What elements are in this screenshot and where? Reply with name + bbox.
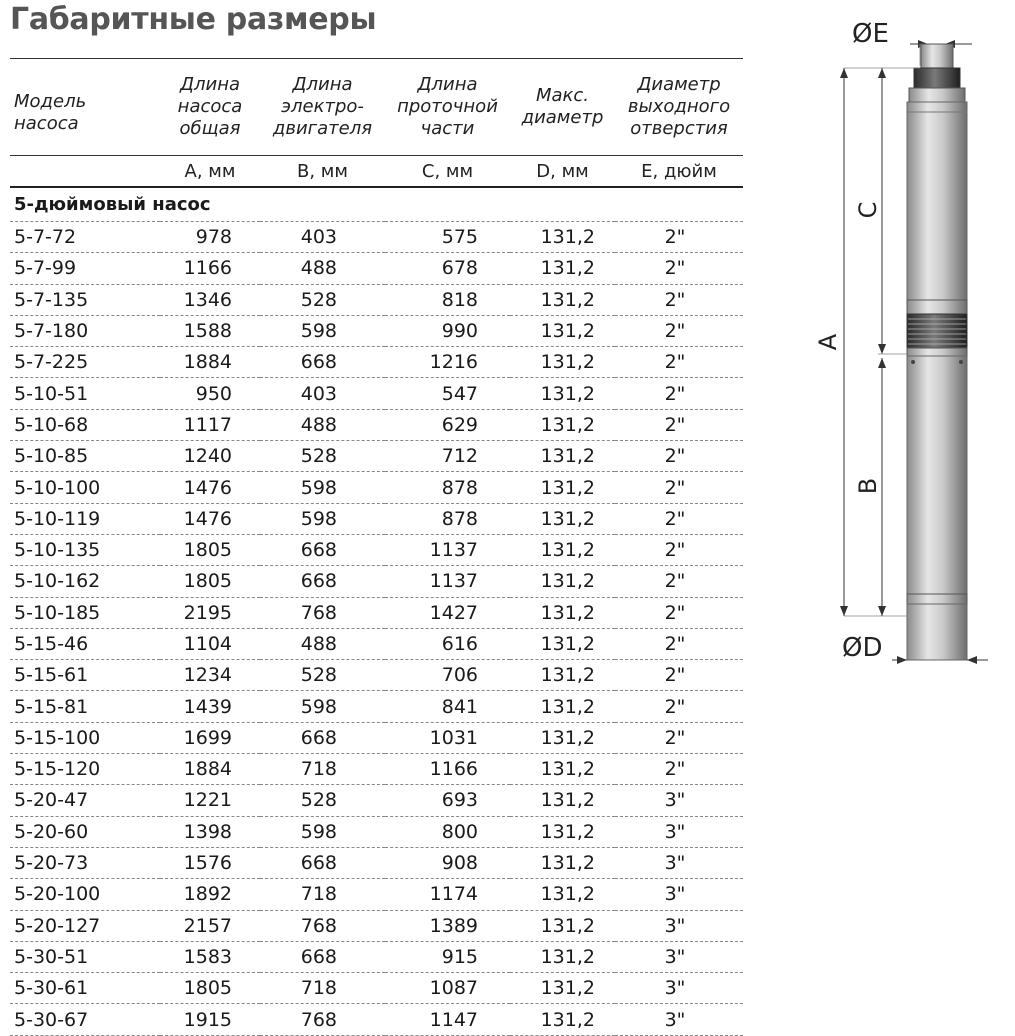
cell-outlet-diameter: 2" — [615, 315, 743, 346]
header-flow-part-length: Длина проточной части — [397, 74, 498, 139]
svg-text:ØD: ØD — [842, 633, 883, 663]
cell-outlet-diameter: 2" — [615, 409, 743, 440]
cell-outlet-diameter: 3" — [615, 879, 743, 910]
cell-flow-part-length: 818 — [385, 284, 510, 315]
table-row — [10, 315, 743, 346]
dimension-a — [814, 68, 920, 616]
cell-motor-length: 488 — [260, 409, 385, 440]
cell-outlet-diameter: 3" — [615, 941, 743, 972]
cell-max-diameter: 131,2 — [510, 597, 615, 628]
cell-total-length: 1104 — [160, 628, 260, 659]
cell-model: 5-10-119 — [10, 503, 160, 534]
table-row — [10, 847, 743, 878]
cell-total-length: 1699 — [160, 722, 260, 753]
cell-max-diameter: 131,2 — [510, 754, 615, 785]
cell-motor-length: 528 — [260, 660, 385, 691]
cell-outlet-diameter: 2" — [615, 660, 743, 691]
cell-outlet-diameter: 3" — [615, 1004, 743, 1035]
units-c: C, мм — [385, 156, 510, 188]
cell-max-diameter: 131,2 — [510, 1004, 615, 1035]
cell-outlet-diameter: 2" — [615, 472, 743, 503]
cell-flow-part-length: 706 — [385, 660, 510, 691]
cell-motor-length: 718 — [260, 879, 385, 910]
header-row — [10, 59, 743, 156]
cell-model: 5-20-47 — [10, 785, 160, 816]
table-row — [10, 785, 743, 816]
units-a: A, мм — [160, 156, 260, 188]
cell-model: 5-15-81 — [10, 691, 160, 722]
cell-total-length: 1166 — [160, 253, 260, 284]
cell-outlet-diameter: 2" — [615, 253, 743, 284]
cell-model: 5-10-100 — [10, 472, 160, 503]
cell-motor-length: 668 — [260, 566, 385, 597]
cell-flow-part-length: 1147 — [385, 1004, 510, 1035]
pump-diagram — [800, 0, 1015, 680]
cell-model: 5-7-135 — [10, 284, 160, 315]
page-title: Габаритные размеры — [10, 2, 377, 37]
cell-max-diameter: 131,2 — [510, 847, 615, 878]
cell-outlet-diameter: 3" — [615, 910, 743, 941]
table-row — [10, 691, 743, 722]
cell-motor-length: 668 — [260, 347, 385, 378]
cell-motor-length: 528 — [260, 441, 385, 472]
svg-text:ØE: ØE — [852, 19, 889, 49]
cell-max-diameter: 131,2 — [510, 879, 615, 910]
cell-max-diameter: 131,2 — [510, 816, 615, 847]
cell-total-length: 1476 — [160, 503, 260, 534]
cell-model: 5-15-120 — [10, 754, 160, 785]
cell-total-length: 1476 — [160, 472, 260, 503]
cell-flow-part-length: 1087 — [385, 973, 510, 1004]
units-d: D, мм — [510, 156, 615, 188]
cell-max-diameter: 131,2 — [510, 628, 615, 659]
cell-model: 5-7-99 — [10, 253, 160, 284]
cell-motor-length: 668 — [260, 941, 385, 972]
table-row — [10, 534, 743, 565]
cell-model: 5-30-51 — [10, 941, 160, 972]
header-outlet-diameter: Диаметр выходного отверстия — [627, 74, 731, 139]
cell-max-diameter: 131,2 — [510, 441, 615, 472]
cell-flow-part-length: 629 — [385, 409, 510, 440]
units-b: B, мм — [260, 156, 385, 188]
cell-outlet-diameter: 2" — [615, 691, 743, 722]
cell-flow-part-length: 915 — [385, 941, 510, 972]
cell-model: 5-20-60 — [10, 816, 160, 847]
cell-model: 5-10-162 — [10, 566, 160, 597]
cell-flow-part-length: 1166 — [385, 754, 510, 785]
cell-max-diameter: 131,2 — [510, 503, 615, 534]
section-row — [10, 187, 743, 222]
cell-total-length: 1234 — [160, 660, 260, 691]
cell-total-length: 1583 — [160, 941, 260, 972]
cell-outlet-diameter: 2" — [615, 347, 743, 378]
cell-total-length: 1117 — [160, 409, 260, 440]
cell-flow-part-length: 1174 — [385, 879, 510, 910]
cell-total-length: 1892 — [160, 879, 260, 910]
cell-max-diameter: 131,2 — [510, 378, 615, 409]
cell-flow-part-length: 1031 — [385, 722, 510, 753]
cell-flow-part-length: 712 — [385, 441, 510, 472]
cell-flow-part-length: 1137 — [385, 566, 510, 597]
cell-outlet-diameter: 2" — [615, 566, 743, 597]
svg-text:B: B — [854, 477, 882, 495]
table-row — [10, 816, 743, 847]
cell-motor-length: 598 — [260, 315, 385, 346]
cell-motor-length: 668 — [260, 722, 385, 753]
cell-outlet-diameter: 2" — [615, 222, 743, 253]
cell-total-length: 1588 — [160, 315, 260, 346]
cell-outlet-diameter: 3" — [615, 847, 743, 878]
dimension-c — [854, 68, 907, 354]
cell-model: 5-30-61 — [10, 973, 160, 1004]
table-row — [10, 566, 743, 597]
cell-model: 5-7-180 — [10, 315, 160, 346]
table-row — [10, 409, 743, 440]
table-row — [10, 347, 743, 378]
cell-flow-part-length: 1389 — [385, 910, 510, 941]
svg-text:C: C — [854, 201, 882, 219]
cell-flow-part-length: 575 — [385, 222, 510, 253]
cell-model: 5-20-127 — [10, 910, 160, 941]
cell-max-diameter: 131,2 — [510, 472, 615, 503]
cell-outlet-diameter: 2" — [615, 503, 743, 534]
cell-motor-length: 768 — [260, 597, 385, 628]
table-row — [10, 628, 743, 659]
cell-motor-length: 488 — [260, 628, 385, 659]
table-row — [10, 754, 743, 785]
header-total-length: Длина насоса общая — [177, 74, 243, 139]
cell-motor-length: 598 — [260, 472, 385, 503]
table-row — [10, 441, 743, 472]
cell-total-length: 1805 — [160, 973, 260, 1004]
table-row — [10, 222, 743, 253]
cell-model: 5-20-100 — [10, 879, 160, 910]
cell-model: 5-7-225 — [10, 347, 160, 378]
cell-flow-part-length: 616 — [385, 628, 510, 659]
units-e: E, дюйм — [615, 156, 743, 188]
cell-max-diameter: 131,2 — [510, 941, 615, 972]
cell-model: 5-10-85 — [10, 441, 160, 472]
table-row — [10, 597, 743, 628]
cell-motor-length: 598 — [260, 691, 385, 722]
cell-model: 5-10-51 — [10, 378, 160, 409]
cell-outlet-diameter: 3" — [615, 973, 743, 1004]
cell-flow-part-length: 1137 — [385, 534, 510, 565]
cell-motor-length: 528 — [260, 785, 385, 816]
cell-outlet-diameter: 3" — [615, 785, 743, 816]
cell-total-length: 1805 — [160, 534, 260, 565]
units-row — [10, 156, 743, 188]
cell-outlet-diameter: 3" — [615, 816, 743, 847]
cell-total-length: 1805 — [160, 566, 260, 597]
cell-model: 5-15-100 — [10, 722, 160, 753]
cell-motor-length: 718 — [260, 973, 385, 1004]
cell-outlet-diameter: 2" — [615, 722, 743, 753]
cell-max-diameter: 131,2 — [510, 660, 615, 691]
cell-total-length: 1398 — [160, 816, 260, 847]
table-row — [10, 284, 743, 315]
dimension-e — [852, 19, 972, 66]
cell-outlet-diameter: 2" — [615, 597, 743, 628]
table-row — [10, 879, 743, 910]
units-model — [10, 156, 160, 188]
table-row — [10, 910, 743, 941]
cell-total-length: 1884 — [160, 347, 260, 378]
cell-flow-part-length: 547 — [385, 378, 510, 409]
cell-flow-part-length: 841 — [385, 691, 510, 722]
table-row — [10, 660, 743, 691]
cell-outlet-diameter: 2" — [615, 754, 743, 785]
table-row — [10, 503, 743, 534]
cell-motor-length: 768 — [260, 1004, 385, 1035]
cell-total-length: 1240 — [160, 441, 260, 472]
dimension-b — [854, 358, 886, 616]
cell-motor-length: 718 — [260, 754, 385, 785]
cell-flow-part-length: 990 — [385, 315, 510, 346]
cell-outlet-diameter: 2" — [615, 284, 743, 315]
cell-total-length: 978 — [160, 222, 260, 253]
pump-body — [907, 44, 967, 660]
cell-total-length: 1884 — [160, 754, 260, 785]
cell-max-diameter: 131,2 — [510, 409, 615, 440]
cell-flow-part-length: 678 — [385, 253, 510, 284]
cell-model: 5-10-68 — [10, 409, 160, 440]
cell-motor-length: 598 — [260, 503, 385, 534]
cell-max-diameter: 131,2 — [510, 284, 615, 315]
cell-total-length: 1346 — [160, 284, 260, 315]
dimensions-table — [10, 59, 743, 1036]
svg-text:A: A — [814, 333, 842, 351]
cell-max-diameter: 131,2 — [510, 222, 615, 253]
cell-model: 5-10-135 — [10, 534, 160, 565]
cell-flow-part-length: 878 — [385, 503, 510, 534]
cell-total-length: 2157 — [160, 910, 260, 941]
cell-max-diameter: 131,2 — [510, 534, 615, 565]
cell-motor-length: 768 — [260, 910, 385, 941]
cell-max-diameter: 131,2 — [510, 253, 615, 284]
cell-flow-part-length: 878 — [385, 472, 510, 503]
table-row — [10, 1004, 743, 1035]
header-model: Модель насоса — [14, 91, 87, 134]
cell-model: 5-20-73 — [10, 847, 160, 878]
cell-flow-part-length: 1216 — [385, 347, 510, 378]
cell-total-length: 1439 — [160, 691, 260, 722]
cell-model: 5-30-67 — [10, 1004, 160, 1035]
table-row — [10, 722, 743, 753]
cell-motor-length: 598 — [260, 816, 385, 847]
cell-outlet-diameter: 2" — [615, 378, 743, 409]
cell-max-diameter: 131,2 — [510, 722, 615, 753]
cell-max-diameter: 131,2 — [510, 691, 615, 722]
cell-model: 5-15-61 — [10, 660, 160, 691]
table-row — [10, 941, 743, 972]
cell-total-length: 1221 — [160, 785, 260, 816]
cell-model: 5-10-185 — [10, 597, 160, 628]
cell-outlet-diameter: 2" — [615, 628, 743, 659]
cell-motor-length: 668 — [260, 847, 385, 878]
cell-max-diameter: 131,2 — [510, 785, 615, 816]
cell-total-length: 1576 — [160, 847, 260, 878]
section-title: 5-дюймовый насос — [10, 187, 743, 222]
cell-flow-part-length: 693 — [385, 785, 510, 816]
cell-total-length: 2195 — [160, 597, 260, 628]
cell-max-diameter: 131,2 — [510, 973, 615, 1004]
cell-motor-length: 403 — [260, 222, 385, 253]
cell-flow-part-length: 908 — [385, 847, 510, 878]
cell-outlet-diameter: 2" — [615, 441, 743, 472]
header-motor-length: Длина электро- двигателя — [272, 74, 373, 139]
cell-model: 5-7-72 — [10, 222, 160, 253]
table-row — [10, 253, 743, 284]
cell-max-diameter: 131,2 — [510, 566, 615, 597]
cell-motor-length: 403 — [260, 378, 385, 409]
cell-flow-part-length: 800 — [385, 816, 510, 847]
cell-motor-length: 488 — [260, 253, 385, 284]
cell-max-diameter: 131,2 — [510, 347, 615, 378]
cell-motor-length: 668 — [260, 534, 385, 565]
table-row — [10, 378, 743, 409]
cell-max-diameter: 131,2 — [510, 315, 615, 346]
cell-outlet-diameter: 2" — [615, 534, 743, 565]
cell-model: 5-15-46 — [10, 628, 160, 659]
header-max-diameter: Макс. диаметр — [521, 85, 604, 128]
cell-total-length: 1915 — [160, 1004, 260, 1035]
cell-motor-length: 528 — [260, 284, 385, 315]
table-row — [10, 973, 743, 1004]
cell-total-length: 950 — [160, 378, 260, 409]
cell-max-diameter: 131,2 — [510, 910, 615, 941]
table-row — [10, 472, 743, 503]
cell-flow-part-length: 1427 — [385, 597, 510, 628]
